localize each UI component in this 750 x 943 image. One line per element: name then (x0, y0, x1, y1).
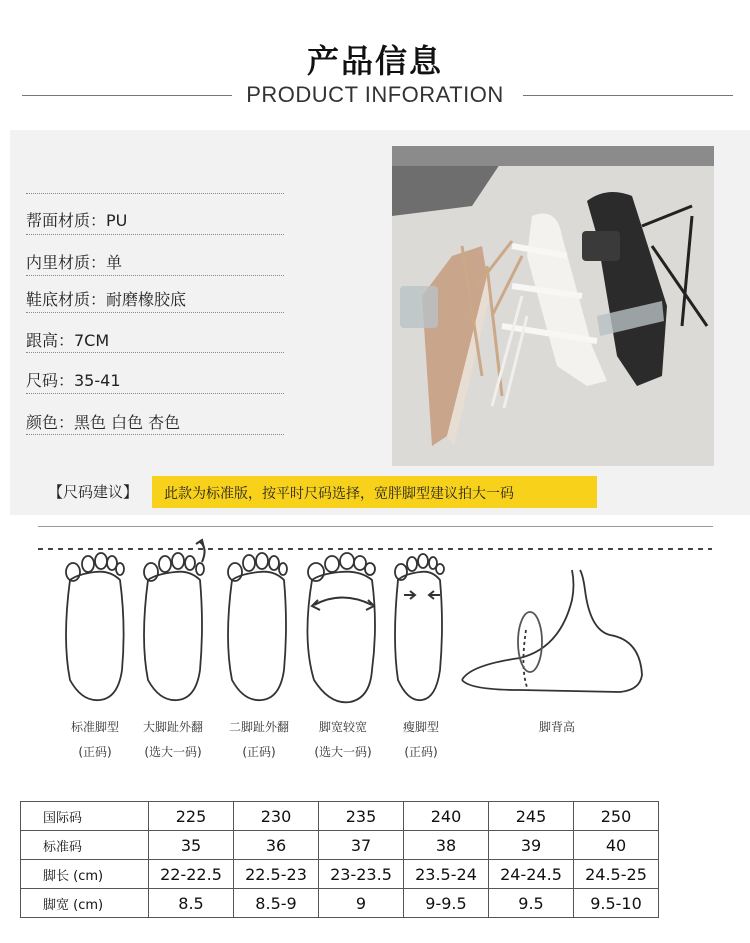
size-chart-table (20, 801, 659, 918)
foot-standard-note: (正码) (78, 745, 112, 759)
foot-wide-label: 脚宽较宽 (318, 720, 367, 734)
foot-second-toe-label: 二脚趾外翻 (228, 720, 289, 734)
row-header: 标准码 (21, 831, 149, 860)
table-cell: 35 (149, 831, 234, 860)
table-cell: 24.5-25 (574, 860, 659, 889)
foot-standard-label: 标准脚型 (70, 720, 119, 734)
table-row (21, 802, 659, 831)
foot-high-instep-label: 脚背高 (538, 720, 575, 734)
dotted-divider (26, 193, 284, 194)
size-tip-text: 此款为标准版，按平时尺码选择，宽胖脚型建议拍大一码 (164, 486, 514, 502)
dotted-divider (26, 312, 284, 313)
product-photo (392, 146, 714, 466)
table-cell: 245 (489, 802, 574, 831)
table-cell: 230 (234, 802, 319, 831)
dotted-divider (26, 275, 284, 276)
foot-high-instep (462, 570, 642, 692)
info-sole-material: 鞋底材质：耐磨橡胶底 (26, 290, 187, 309)
info-heel-height: 跟高：7CM (26, 331, 110, 350)
table-cell: 240 (404, 802, 489, 831)
table-cell: 235 (319, 802, 404, 831)
section-divider (38, 526, 713, 527)
info-lining-material: 内里材质：单 (26, 253, 123, 272)
table-cell: 24-24.5 (489, 860, 574, 889)
table-cell: 23.5-24 (404, 860, 489, 889)
foot-second-toe-note: (正码) (242, 745, 276, 759)
foot-wide-note: (选大一码) (314, 745, 372, 759)
table-row (21, 831, 659, 860)
table-row (21, 889, 659, 918)
row-header: 脚长 (cm) (21, 860, 149, 889)
foot-slim (395, 554, 444, 700)
foot-standard (66, 553, 124, 700)
row-header: 脚宽 (cm) (21, 889, 149, 918)
table-cell: 23-23.5 (319, 860, 404, 889)
table-cell: 8.5-9 (234, 889, 319, 918)
table-cell: 22.5-23 (234, 860, 319, 889)
foot-bunion (144, 540, 205, 700)
table-cell: 9 (319, 889, 404, 918)
page-subtitle: PRODUCT INFORATION (246, 82, 504, 107)
table-cell: 9-9.5 (404, 889, 489, 918)
table-cell: 40 (574, 831, 659, 860)
foot-slim-label: 瘦脚型 (402, 720, 439, 734)
table-cell: 39 (489, 831, 574, 860)
foot-second-toe (228, 553, 287, 700)
foot-bunion-label: 大脚趾外翻 (142, 720, 203, 734)
dotted-divider (26, 434, 284, 435)
foot-types-illustration (0, 530, 750, 710)
table-cell: 250 (574, 802, 659, 831)
table-cell: 8.5 (149, 889, 234, 918)
info-colors: 颜色：黑色 白色 杏色 (26, 413, 181, 432)
title-divider-right (523, 95, 733, 96)
dotted-divider (26, 352, 284, 353)
page-title: 产品信息 (306, 42, 443, 80)
foot-bunion-note: (选大一码) (144, 745, 202, 759)
table-cell: 225 (149, 802, 234, 831)
table-cell: 38 (404, 831, 489, 860)
row-header: 国际码 (21, 802, 149, 831)
dotted-divider (26, 234, 284, 235)
table-row (21, 860, 659, 889)
table-cell: 22-22.5 (149, 860, 234, 889)
table-cell: 37 (319, 831, 404, 860)
size-tip-label: 【尺码建议】 (48, 483, 139, 501)
table-cell: 36 (234, 831, 319, 860)
info-size-range: 尺码：35-41 (26, 371, 121, 390)
dotted-divider (26, 393, 284, 394)
info-upper-material: 帮面材质：PU (26, 211, 128, 230)
foot-wide (307, 553, 375, 702)
foot-slim-note: (正码) (404, 745, 438, 759)
table-cell: 9.5-10 (574, 889, 659, 918)
table-cell: 9.5 (489, 889, 574, 918)
